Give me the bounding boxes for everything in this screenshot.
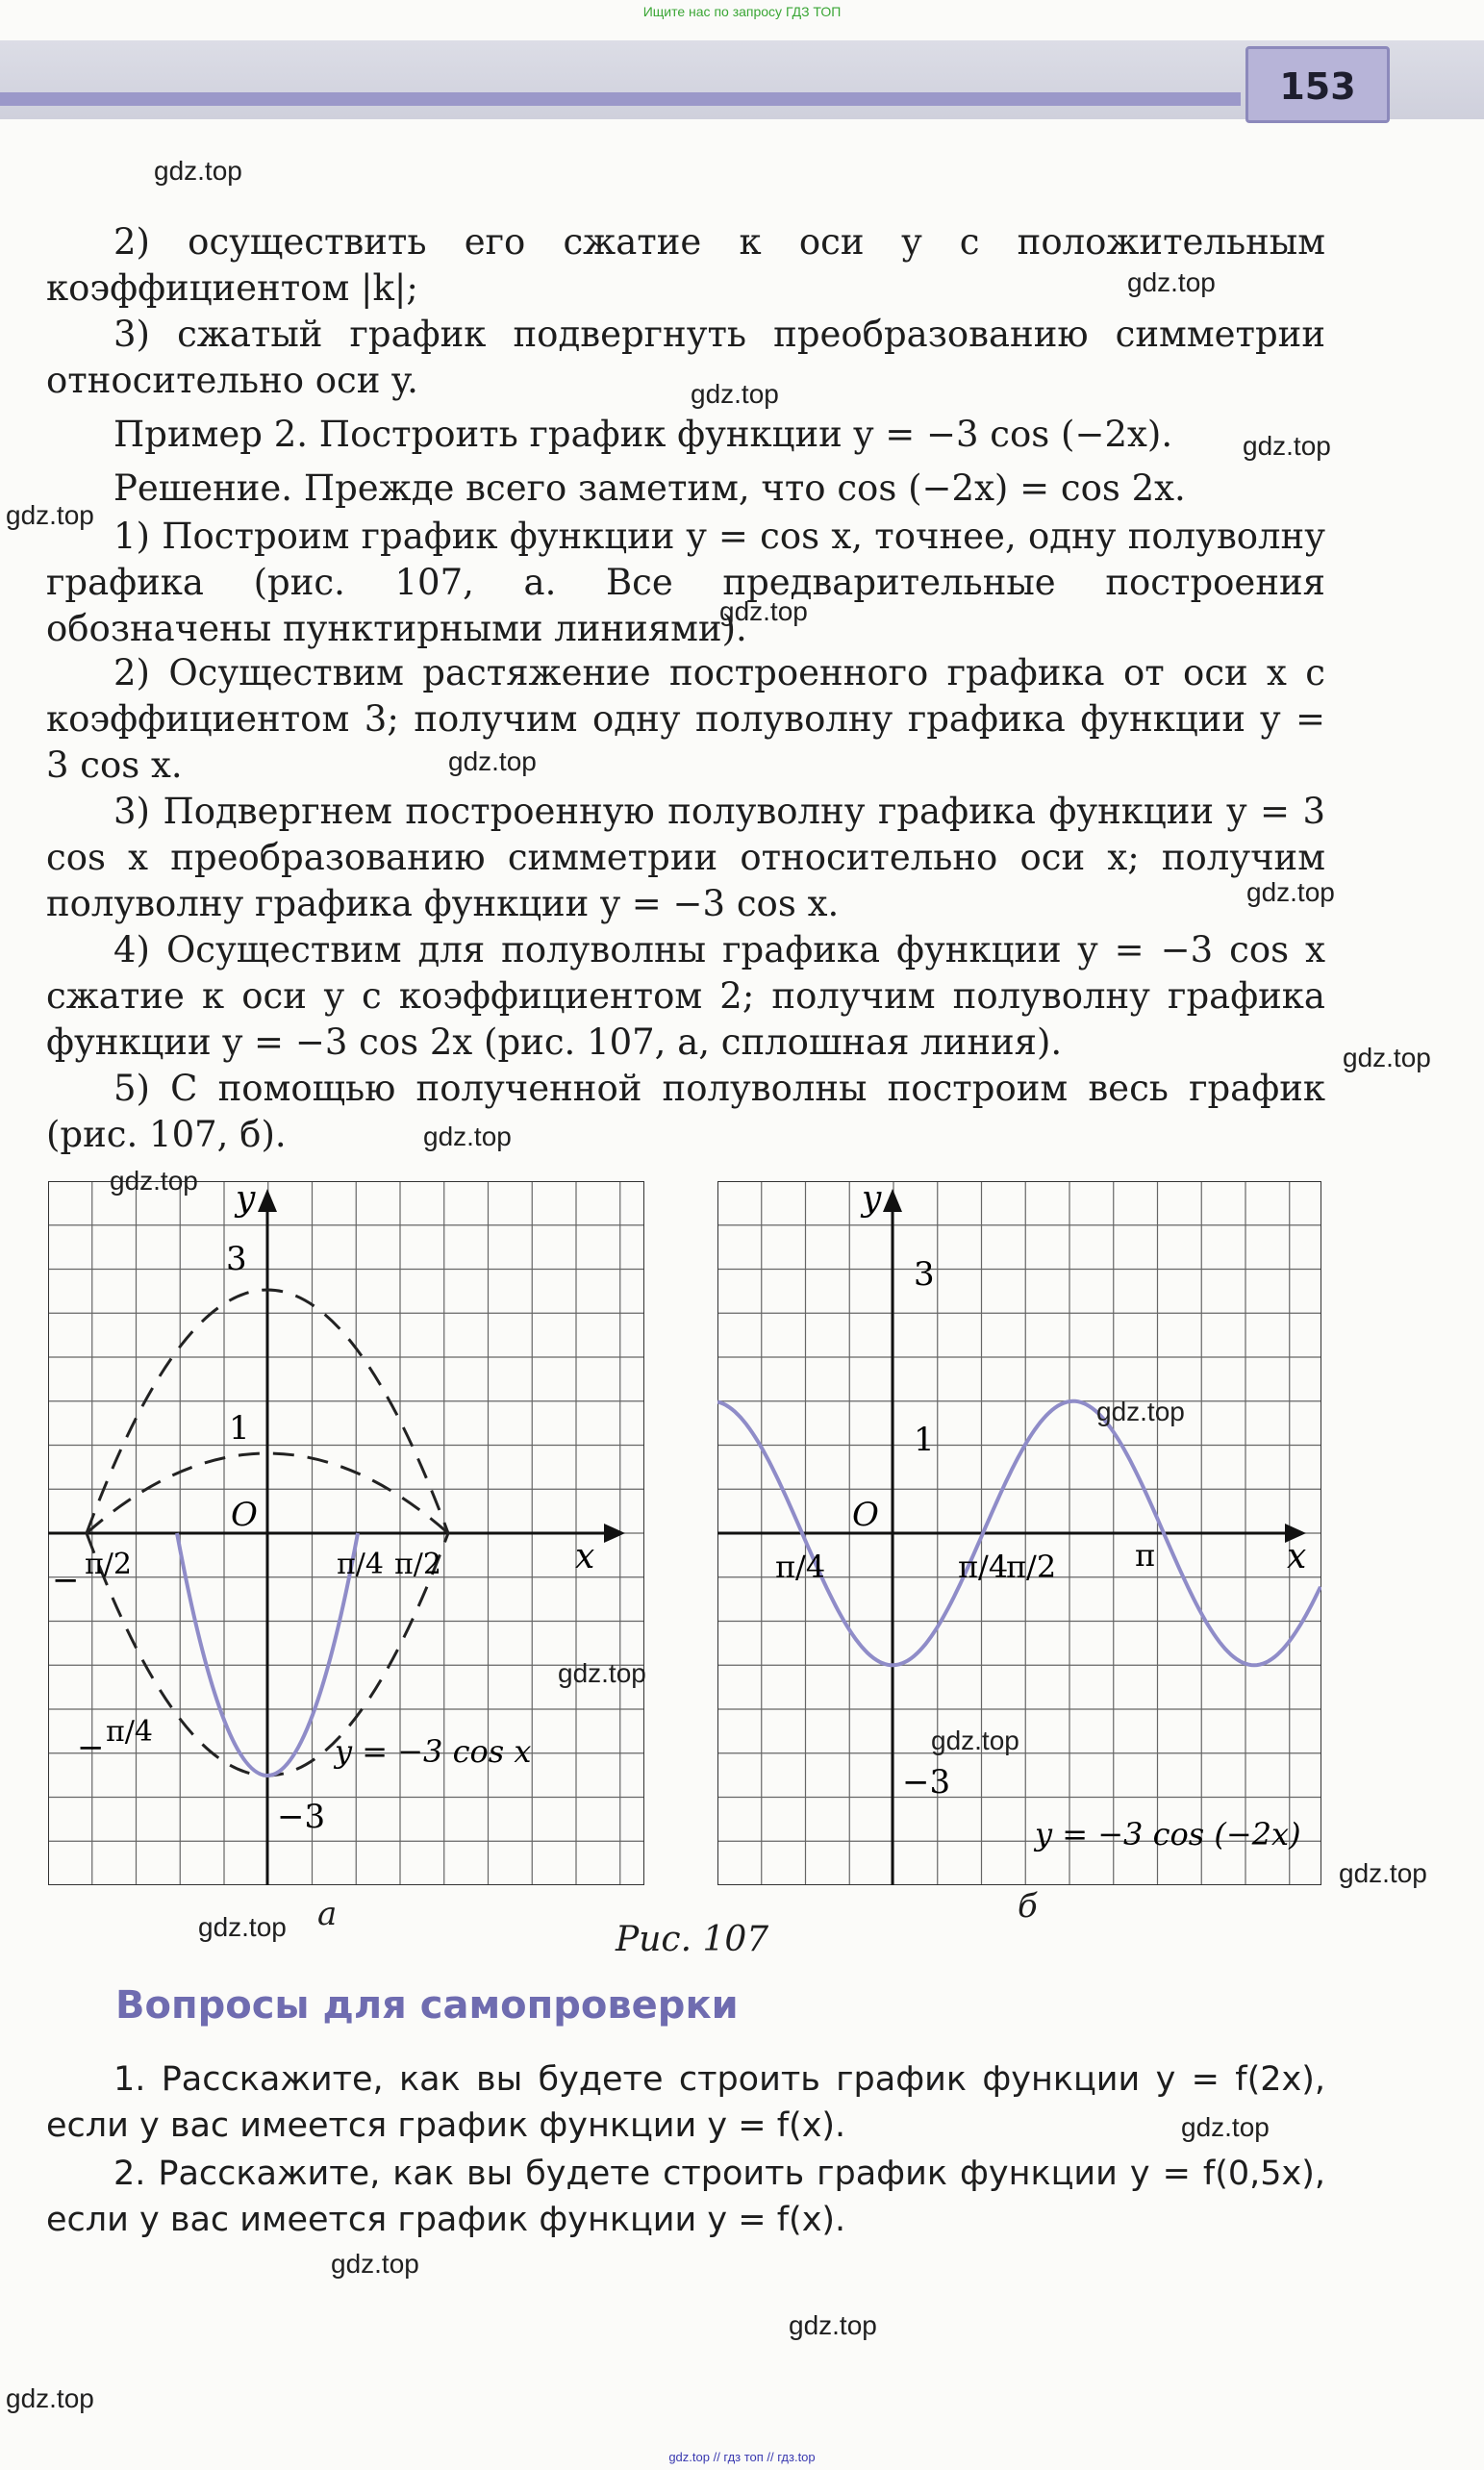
watermark: gdz.top — [719, 596, 808, 626]
figure-label-a: а — [317, 1895, 338, 1933]
x-tick-neg-half-left: π/2 — [85, 1548, 132, 1581]
watermark: gdz.top — [198, 1912, 287, 1942]
curve-label-left: y = −3 cos x — [335, 1733, 532, 1770]
y-axis-arrow-left — [258, 1189, 277, 1212]
curve-label-right: y = −3 cos (−2x) — [1035, 1816, 1301, 1852]
paragraph-step-5: 5) С помощью полученной полуволны построим весь график (рис. 107, б). — [46, 1068, 1325, 1155]
watermark: gdz.top — [789, 2310, 877, 2340]
watermark: gdz.top — [331, 2249, 419, 2279]
watermark: gdz.top — [931, 1726, 1019, 1755]
x-tick-half-left: π/2 — [394, 1548, 441, 1581]
watermark: gdz.top — [1243, 431, 1331, 461]
watermark: gdz.top — [691, 379, 779, 409]
watermark: gdz.top — [1339, 1858, 1427, 1888]
watermark: gdz.top — [154, 156, 242, 186]
y-tick-1-right: 1 — [914, 1421, 935, 1459]
x-tick-half-right: π/2 — [1006, 1549, 1057, 1585]
watermark: gdz.top — [6, 2383, 94, 2413]
paragraph-1: 2) осуществить его сжатие к оси y с положительным коэффициентом |k|; — [46, 221, 1325, 309]
watermark: gdz.top — [558, 1658, 646, 1688]
origin-left: O — [231, 1496, 258, 1534]
watermark: gdz.top — [6, 500, 94, 530]
y-tick-3-left: 3 — [226, 1240, 247, 1278]
header-stripe — [0, 92, 1241, 106]
figure-label-b: б — [1018, 1887, 1038, 1926]
watermark: gdz.top — [1181, 2112, 1270, 2142]
bottom-note: gdz.top // гдз топ // гдз.top — [668, 2450, 816, 2464]
figure-107a — [48, 1181, 644, 1885]
y-axis-arrow-right — [883, 1189, 902, 1212]
watermark: gdz.top — [423, 1122, 512, 1151]
paragraph-solution: Решение. Прежде всего заметим, что cos (−2x) = cos 2x. — [113, 467, 1186, 509]
watermark: gdz.top — [1343, 1043, 1431, 1072]
x-tick-quarter-right: π/4 — [958, 1549, 1009, 1585]
question-2: 2. Расскажите, как вы будете строить график функции y = f(0,5x), если у вас имеется график функции y = f(x). — [46, 2155, 1325, 2239]
y-tick-neg3-left: −3 — [277, 1798, 326, 1836]
x-tick-pi-right: π — [1135, 1537, 1156, 1574]
x-tick-neg-quarter-right: π/4 — [775, 1549, 826, 1585]
watermark: gdz.top — [448, 746, 537, 776]
x-tick-quarter-left: π/4 — [337, 1548, 384, 1581]
paragraph-step-4: 4) Осуществим для полуволны графика функции y = −3 cos x сжатие к оси y с коэффициентом 2; получим полуволну графика функции y = −3 cos 2x (рис. 107, а, сплошная линия). — [46, 929, 1325, 1063]
paragraph-example: Пример 2. Построить график функции y = −3 cos (−2x). — [113, 414, 1173, 455]
page-number: 153 — [1245, 46, 1390, 123]
paragraph-step-1: 1) Построим график функции y = cos x, точнее, одну полуволну графика (рис. 107, а. Все предварительные построения обозначены пунктирными линиями). — [46, 516, 1325, 649]
y-axis-label-left: y — [236, 1181, 256, 1219]
top-note: Ищите нас по запросу ГДЗ ТОП — [642, 4, 842, 19]
watermark: gdz.top — [1246, 877, 1335, 907]
watermark: gdz.top — [1127, 267, 1216, 297]
section-title: Вопросы для самопроверки — [115, 1983, 739, 2028]
question-1: 1. Расскажите, как вы будете строить график функции y = f(2x), если у вас имеется график функции y = f(x). — [46, 2060, 1325, 2145]
watermark: gdz.top — [1096, 1397, 1185, 1426]
y-axis-label-right: y — [862, 1181, 882, 1219]
paragraph-step-2: 2) Осуществим растяжение построенного графика от оси x с коэффициентом 3; получим одну полуволну графика функции y = 3 cos x. — [46, 652, 1325, 786]
y-tick-1-left: 1 — [229, 1409, 250, 1448]
origin-right: O — [852, 1496, 879, 1534]
x-axis-label-left: x — [575, 1537, 595, 1576]
y-tick-neg3-right: −3 — [902, 1763, 951, 1802]
x-tick-neg-quarter-left: π/4 — [106, 1715, 153, 1749]
watermark: gdz.top — [110, 1166, 198, 1196]
x-tick-minus2-left: − — [77, 1728, 105, 1767]
paragraph-2: 3) сжатый график подвергнуть преобразованию симметрии относительно оси y. — [46, 314, 1325, 401]
figure-107b — [717, 1181, 1321, 1885]
x-tick-minus-left: − — [52, 1561, 80, 1600]
paragraph-step-3: 3) Подвергнем построенную полуволну графика функции y = 3 cos x преобразованию симметрии относительно оси x; получим полуволну графика функции y = −3 cos x. — [46, 791, 1325, 924]
x-axis-arrow-left — [604, 1524, 625, 1543]
y-tick-3-right: 3 — [914, 1255, 935, 1294]
figure-caption: Рис. 107 — [616, 1920, 769, 1959]
x-axis-label-right: x — [1287, 1537, 1307, 1576]
